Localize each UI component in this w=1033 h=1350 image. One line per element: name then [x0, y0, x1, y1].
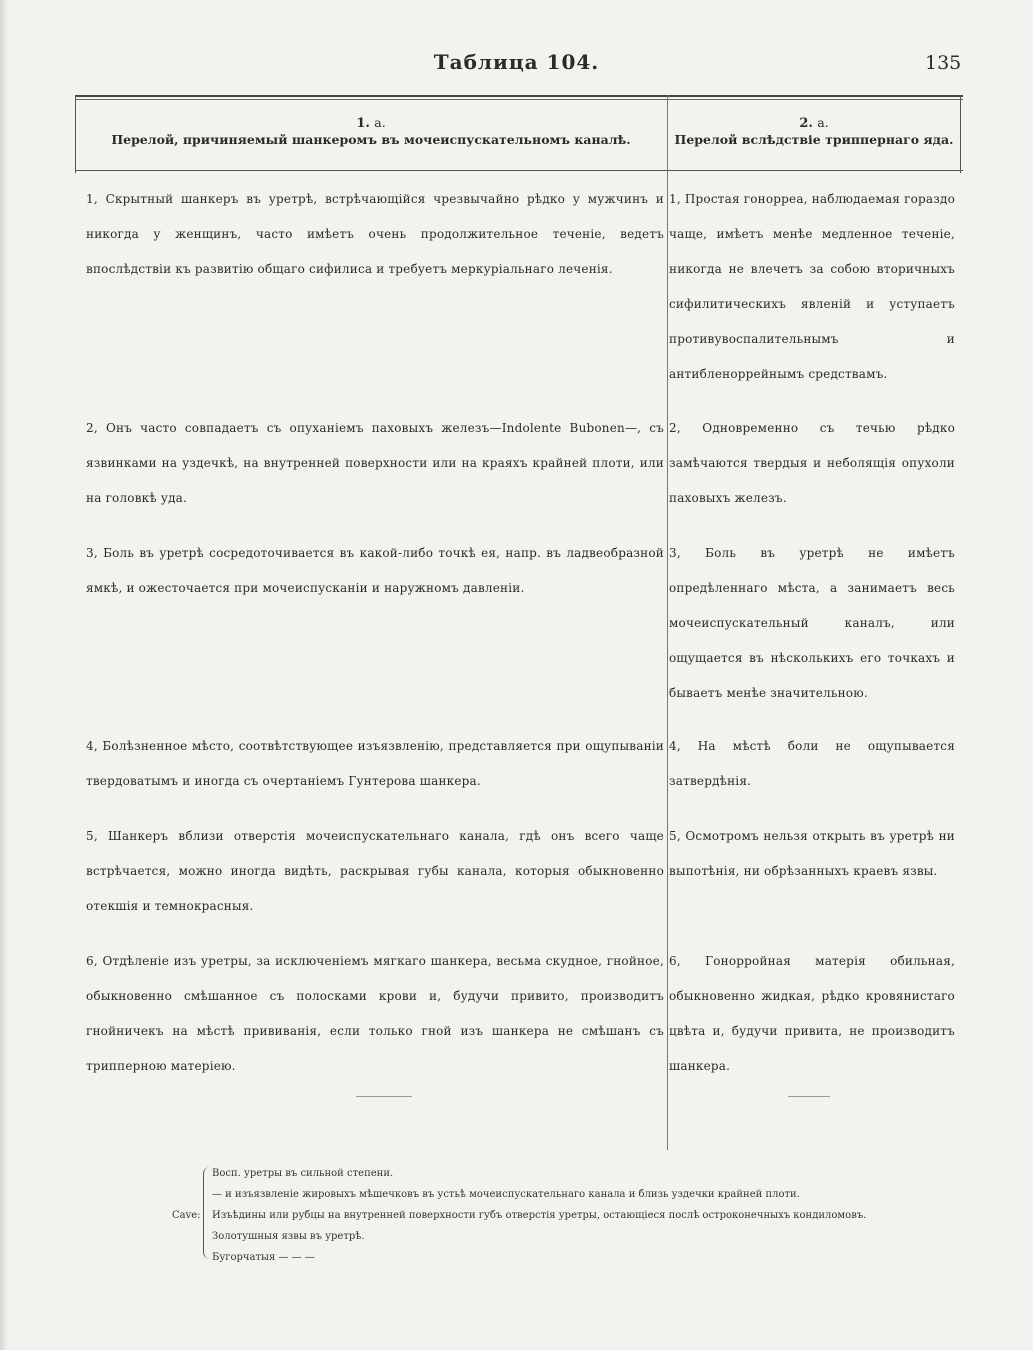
entry-text: Болѣзненное мѣсто, соотвѣтствующее изъязвленію, представляется при ощупываніи твердоватымъ и иногда съ очертаніемъ Гунтерова шанкера.	[86, 739, 665, 788]
column-number: 1.	[356, 116, 370, 131]
right-entry-6	[669, 944, 955, 1084]
left-entry-4	[86, 729, 664, 799]
left-entry-5	[86, 819, 664, 924]
entry-number: 4,	[669, 739, 681, 753]
end-rule-right	[788, 1096, 830, 1097]
table-top-rule	[75, 95, 963, 97]
entry-number: 5,	[669, 829, 681, 843]
left-entry-1	[86, 182, 664, 287]
column-letter: а.	[817, 115, 829, 130]
table-header-rule	[75, 170, 963, 171]
right-entry-3	[669, 536, 955, 711]
cave-line: Восп. уретры въ сильной степени.	[212, 1168, 394, 1179]
cave-line: — и изъязвленіе жировыхъ мѣшечковъ въ устьѣ мочеиспускательнаго канала и близь уздечки крайней плоти.	[212, 1189, 800, 1200]
left-entry-2	[86, 411, 664, 516]
entry-number: 6,	[669, 954, 681, 968]
entry-text: На мѣстѣ боли не ощупывается затвердѣнія.	[669, 739, 955, 788]
entry-number: 1,	[669, 192, 681, 206]
page-title: Таблица 104.	[433, 50, 600, 74]
right-entry-1	[669, 182, 955, 392]
entry-number: 2,	[669, 421, 681, 435]
right-entry-5	[669, 819, 955, 889]
page-edge-shadow	[0, 0, 8, 1350]
column-letter: а.	[374, 115, 386, 130]
entry-number: 3,	[669, 546, 681, 560]
cave-label: Cave:	[172, 1210, 201, 1221]
table-top-rule-inner	[75, 99, 963, 100]
table-column-divider	[667, 95, 668, 1150]
entry-number: 3,	[86, 546, 98, 560]
entry-text: Шанкеръ вблизи отверстія мочеиспускательнаго канала, гдѣ онъ всего чаще встрѣчается, можно иногда видѣть, раскрывая губы канала, которыя обыкновенно отекшія и темнокрасныя.	[86, 829, 664, 913]
cave-line: Изъѣдины или рубцы на внутренней поверхности губъ отверстія уретры, остающіеся послѣ остроконечныхъ кондиломовъ.	[212, 1210, 867, 1221]
cave-list	[212, 1163, 932, 1268]
entry-number: 5,	[86, 829, 98, 843]
entry-text: Скрытный шанкеръ въ уретрѣ, встрѣчающійся чрезвычайно рѣдко у мужчинъ и никогда у женщинъ, часто имѣетъ очень продолжительное теченіе, ведетъ впослѣдствіи къ развитію общаго сифилиса и требуетъ меркуріальнаго леченія.	[86, 192, 664, 276]
entry-number: 2,	[86, 421, 98, 435]
entry-number: 6,	[86, 954, 98, 968]
brace	[203, 1167, 210, 1259]
entry-text: Боль въ уретрѣ не имѣетъ опредѣленнаго мѣста, а занимаетъ весь мочеиспускательный каналъ, или ощущается въ нѣсколькихъ его точкахъ и бываетъ менѣе значительною.	[669, 546, 956, 700]
left-entry-6	[86, 944, 664, 1084]
entry-text: Боль въ уретрѣ сосредоточивается въ какой-либо точкѣ ея, напр. въ ладвеобразной ямкѣ, и ожесточается при мочеиспусканіи и наружномъ давленіи.	[86, 546, 664, 595]
entry-text: Осмотромъ нельзя открыть въ уретрѣ ни выпотѣнія, ни обрѣзанныхъ краевъ язвы.	[669, 829, 955, 878]
left-entry-3	[86, 536, 664, 606]
cave-line: Золотушныя язвы въ уретрѣ.	[212, 1231, 365, 1242]
entry-text: Простая гонорреа, наблюдаемая гораздо чаще, имѣетъ менѣе медленное теченіе, никогда не влечетъ за собою вторичныхъ сифилитическихъ явленій и уступаетъ противувоспалительнымъ и антибленоррейнымъ средствамъ.	[669, 192, 955, 381]
entry-text: Одновременно съ течью рѣдко замѣчаются твердыя и неболящія опухоли паховыхъ железъ.	[669, 421, 956, 505]
column-header-right	[667, 115, 961, 147]
cave-line: Бугорчатыя — — —	[212, 1252, 315, 1263]
entry-number: 1,	[86, 192, 98, 206]
page-number: 135	[925, 52, 962, 74]
column-header-left	[75, 115, 667, 147]
entry-number: 4,	[86, 739, 98, 753]
right-entry-4	[669, 729, 955, 799]
column-heading: Перелой, причиняемый шанкеромъ въ мочеиспускательномъ каналѣ.	[111, 132, 631, 147]
right-entry-2	[669, 411, 955, 516]
entry-text: Гонорройная матерія обильная, обыкновенно жидкая, рѣдко кровянистаго цвѣта и, будучи привита, не производитъ шанкера.	[669, 954, 956, 1073]
end-rule-left	[356, 1096, 412, 1097]
entry-text: Онъ часто совпадаетъ съ опуханіемъ паховыхъ железъ—Indolente Bubonen—, съ язвинками на уздечкѣ, на внутренней поверхности или на краяхъ крайней плоти, или на головкѣ уда.	[86, 421, 665, 505]
column-number: 2.	[799, 116, 813, 131]
column-heading: Перелой вслѣдствіе триппернаго яда.	[674, 132, 954, 147]
entry-text: Отдѣленіе изъ уретры, за исключеніемъ мягкаго шанкера, весьма скудное, гнойное, обыкновенно смѣшанное съ полосками крови и, будучи привито, производитъ гнойничекъ на мѣстѣ прививанія, если только гной изъ шанкера не смѣшанъ съ трипперною матеріею.	[86, 954, 664, 1073]
